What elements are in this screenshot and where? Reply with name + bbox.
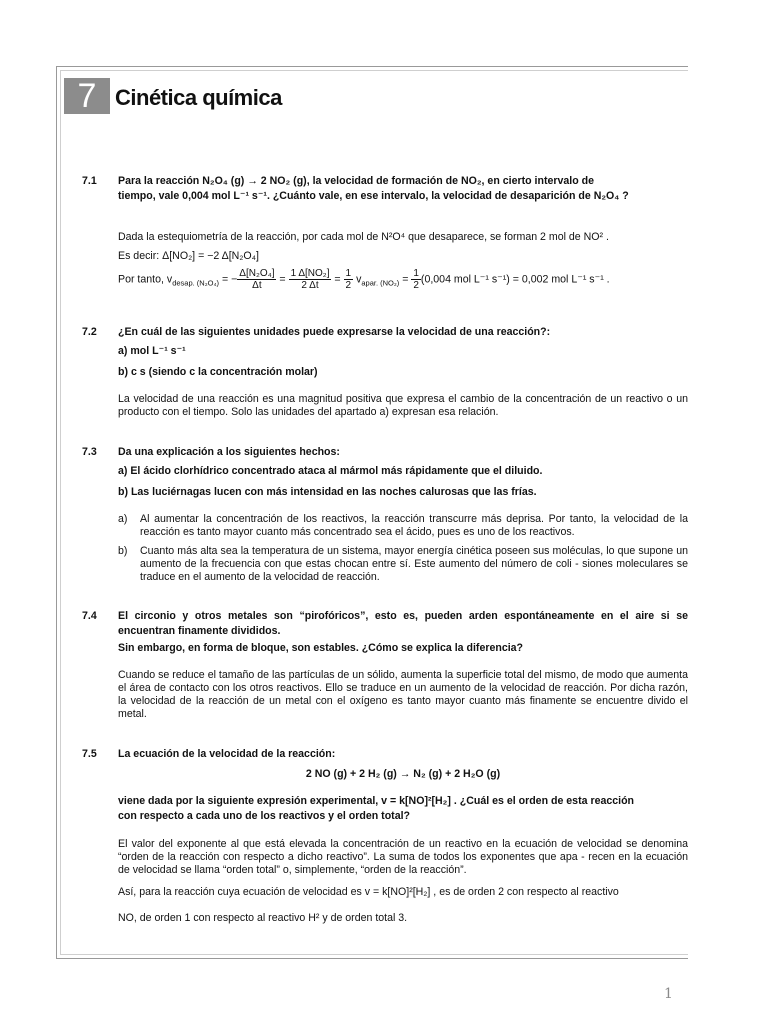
question-text: La ecuación de la velocidad de la reacción: bbox=[118, 748, 336, 760]
formula-prefix: Por tanto, v bbox=[118, 273, 173, 286]
question-text: ¿En cuál de las siguientes unidades puede expresarse la velocidad de una reacción?: bbox=[118, 326, 551, 338]
answer-7-5-line2: NO, de orden 1 con respecto al reactivo H² y de orden total 3. bbox=[118, 912, 408, 924]
fraction-numerator: 1 bbox=[413, 268, 419, 279]
answer-7-3-b bbox=[118, 545, 688, 584]
chapter-title: Cinética química bbox=[115, 85, 282, 110]
page-number: 1 bbox=[664, 986, 673, 1002]
option-a: a) mol L⁻¹ s⁻¹ bbox=[118, 345, 186, 357]
question-7-5-line2: con respecto a cada uno de los reactivos y el orden total? bbox=[118, 810, 411, 822]
fraction-denominator: Δt bbox=[252, 280, 262, 291]
fraction-denominator: 2 Δt bbox=[301, 280, 319, 291]
question-7-1 bbox=[82, 174, 688, 204]
fraction-numerator: 1 Δ[NO₂] bbox=[290, 268, 330, 279]
chapter-number-badge bbox=[64, 78, 110, 114]
question-text bbox=[118, 174, 688, 204]
question-7-3 bbox=[82, 445, 688, 460]
question-number: 7.4 bbox=[82, 610, 97, 622]
list-text: Al aumentar la concentración de los reactivos, la reacción transcurre más deprisa. Por tanto, la velocidad de la reacción es tanto mayor cuanto más concentrado sea el ácido, pues es uno de los reactivos. bbox=[140, 513, 688, 538]
question-line: Para la reacción N₂O₄ (g) → 2 NO₂ (g), la velocidad de formación de NO₂, en cierto intervalo de bbox=[118, 175, 594, 187]
fraction-numerator: 1 bbox=[345, 268, 352, 279]
list-text: Cuanto más alta sea la temperatura de un sistema, mayor energía cinética poseen sus moléculas, lo que supone un aumento de la frecuencia con que estas chocan entre sí. Este aumento del número de coli - siones moleculares se traduce en el aumento de la velocidad de reacción. bbox=[140, 545, 688, 583]
answer-7-5-line1: Así, para la reacción cuya ecuación de velocidad es v = k[NO]²[H₂] , es de orden 2 con respecto al reactivo bbox=[118, 886, 619, 898]
question-line: tiempo, vale 0,004 mol L⁻¹ s⁻¹. ¿Cuánto vale, en ese intervalo, la velocidad de desaparición de N₂O₄ ? bbox=[118, 190, 629, 202]
question-text: Da una explicación a los siguientes hechos: bbox=[118, 446, 340, 458]
question-7-5 bbox=[82, 747, 688, 762]
answer-7-1-line2: Es decir: Δ[NO₂] = −2 Δ[N₂O₄] bbox=[118, 250, 259, 262]
formula-sub: desap. (N₂O₄) bbox=[172, 278, 220, 288]
reaction-equation: 2 NO (g) + 2 H₂ (g) → N₂ (g) + 2 H₂O (g) bbox=[305, 768, 501, 780]
answer-7-3-a bbox=[118, 513, 688, 539]
question-text: El circonio y otros metales son “pirofóricos”, esto es, pueden arden espontáneamente en el aire si se encuentran finamente divididos. bbox=[118, 610, 688, 637]
velocity-symbol: v bbox=[356, 273, 362, 286]
fraction bbox=[411, 268, 421, 291]
list-label: b) bbox=[118, 545, 128, 557]
question-7-2 bbox=[82, 325, 688, 340]
velocity-sub: apar. (NO₂) bbox=[361, 278, 400, 288]
option-b: b) Las luciérnagas lucen con más intensidad en las noches calurosas que las frías. bbox=[118, 486, 537, 498]
fraction-denominator: 2 bbox=[413, 280, 419, 291]
question-7-4-part2: Sin embargo, en forma de bloque, son estables. ¿Cómo se explica la diferencia? bbox=[118, 642, 524, 654]
question-number: 7.3 bbox=[82, 446, 97, 458]
answer-7-1-formula: Por tanto, $v_{desap. (N_2O_4)}$ = − $\frac{\text{Δ[N₂O₄]}}{\Delta t}$ = $\frac{\text{1 Δ[NO₂]}}{2 \Delta t}$ = $\frac{1}{2}$ $v_{apar. (NO_2)}$ = $\frac{1}{2}$ (0,004 mol L⁻¹ s⁻¹) = 0,002 mol L⁻¹ s⁻¹ . bbox=[118, 268, 610, 291]
fraction-denominator: 2 bbox=[345, 280, 352, 291]
fraction bbox=[289, 268, 332, 291]
answer-7-2: La velocidad de una reacción es una magnitud positiva que expresa el cambio de la concentración de un reactivo o un producto con el tiempo. Solo las unidades del apartado a) expresan esa relación. bbox=[118, 393, 688, 418]
question-number: 7.5 bbox=[82, 748, 97, 760]
answer-7-5: El valor del exponente al que está elevada la concentración de un reactivo en la ecuación de velocidad se denomina “orden de la reacción con respecto a dicho reactivo”. La suma de todos los exponentes que apa - recen en la ecuación de velocidad se llama “orden total” o, simplemente, “orden de la reacción”. bbox=[118, 838, 688, 876]
answer-7-4: Cuando se reduce el tamaño de las partículas de un sólido, aumenta la superficie total del mismo, de modo que aumenta el área de contacto con los otros reactivos. Ello se traduce en un aumento de la velocidad de reacción. Por dicha razón, la velocidad de la reacción de un metal con el oxígeno es tanto mayor cuanto más finamente se encuentre divido el metal. bbox=[118, 669, 688, 720]
option-b: b) c s (siendo c la concentración molar) bbox=[118, 366, 318, 378]
formula-tail: (0,004 mol L⁻¹ s⁻¹) = 0,002 mol L⁻¹ s⁻¹ . bbox=[420, 273, 610, 286]
fraction-numerator: Δ[N₂O₄] bbox=[239, 268, 275, 279]
chapter-number: 7 bbox=[77, 77, 97, 115]
answer-7-1-line1: Dada la estequiometría de la reacción, por cada mol de N²O⁴ que desaparece, se forman 2 mol de NO² . bbox=[118, 231, 609, 243]
fraction bbox=[344, 268, 354, 291]
question-number: 7.1 bbox=[82, 175, 97, 187]
question-7-4 bbox=[82, 609, 688, 639]
option-a: a) El ácido clorhídrico concentrado ataca al mármol más rápidamente que el diluido. bbox=[118, 465, 543, 477]
list-label: a) bbox=[118, 513, 128, 525]
fraction bbox=[237, 268, 276, 291]
question-number: 7.2 bbox=[82, 326, 97, 338]
question-7-5-line1: viene dada por la siguiente expresión experimental, v = k[NO]²[H₂] . ¿Cuál es el orden de esta reacción bbox=[118, 795, 635, 807]
